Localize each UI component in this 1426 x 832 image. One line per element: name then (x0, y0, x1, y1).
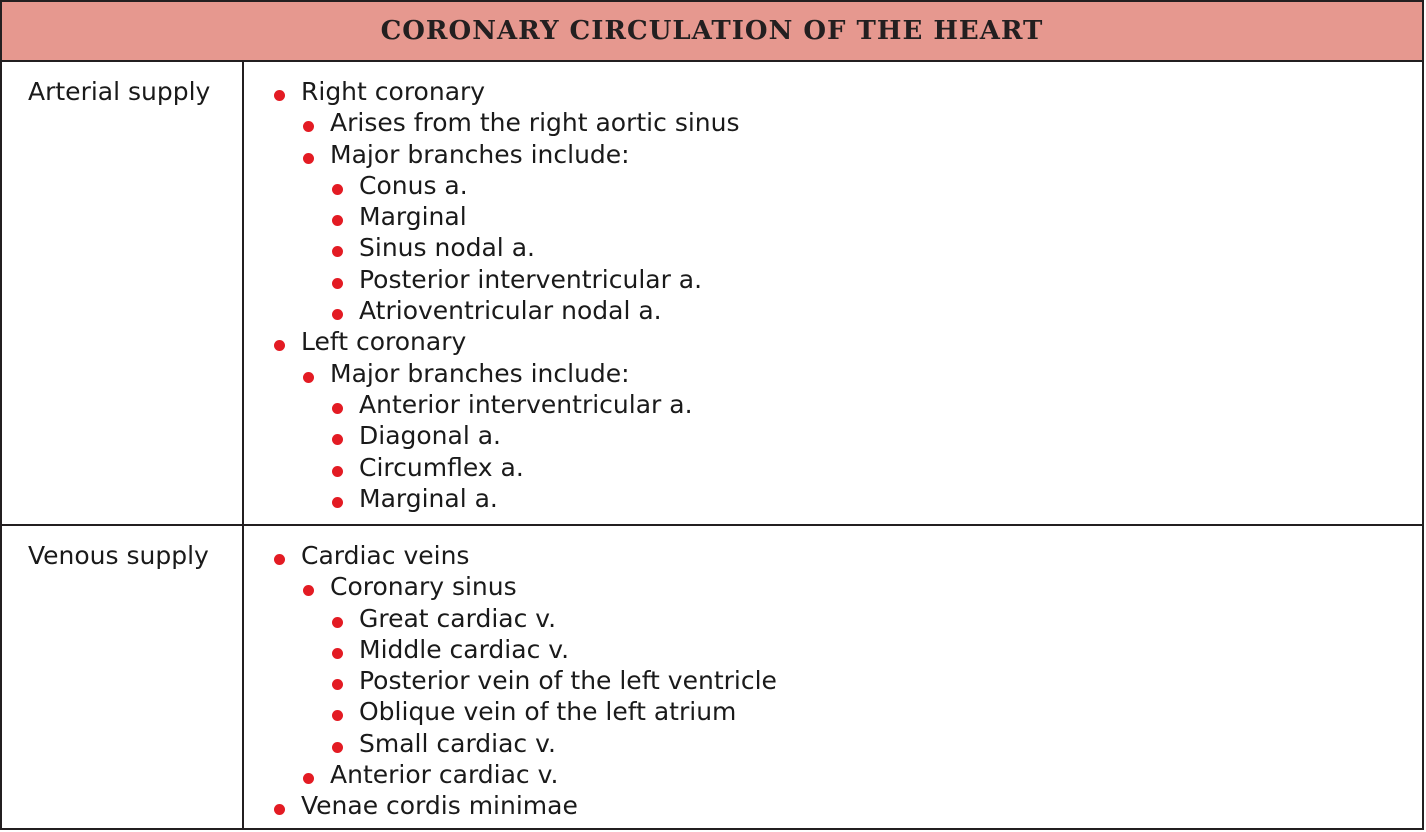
list-item-text: Sinus nodal a. (359, 233, 535, 263)
bullet-icon (332, 648, 343, 659)
list-item (299, 759, 777, 790)
list-item-text: Anterior interventricular a. (359, 389, 693, 419)
list-item-text: Marginal a. (359, 483, 498, 513)
bullet-icon (332, 309, 343, 320)
table-title: CORONARY CIRCULATION OF THE HEART (380, 16, 1044, 46)
list-item-text: Left coronary (301, 327, 467, 357)
bullet-icon (274, 804, 285, 815)
row-label-venous: Venous supply (28, 541, 209, 570)
list-item-text: Middle cardiac v. (359, 634, 570, 664)
table-header (2, 2, 1422, 62)
bullet-icon (332, 215, 343, 226)
bullet-icon (332, 497, 343, 508)
list-item-text: Diagonal a. (359, 421, 502, 451)
bullet-icon (332, 710, 343, 721)
bullet-icon (332, 617, 343, 628)
list-item-text: Conus a. (359, 170, 468, 200)
bullet-icon (332, 434, 343, 445)
list-item-text: Great cardiac v. (359, 603, 557, 633)
list-item-text: Circumflex a. (359, 452, 524, 482)
bullet-icon (274, 90, 285, 101)
list-item (328, 295, 740, 326)
bullet-icon (303, 585, 314, 596)
list-item (270, 326, 740, 357)
column-divider (242, 526, 244, 830)
list-item-text: Oblique vein of the left atrium (359, 697, 737, 727)
bullet-icon (332, 184, 343, 195)
list-item-text: Small cardiac v. (359, 728, 556, 758)
list-item (328, 634, 777, 665)
arterial-item-list (270, 76, 740, 514)
bullet-icon (332, 679, 343, 690)
list-item (328, 420, 740, 451)
list-item-text: Arises from the right aortic sinus (330, 108, 740, 138)
list-item (328, 170, 740, 201)
list-item-text: Anterior cardiac v. (330, 760, 559, 790)
list-item (270, 540, 777, 571)
list-item (299, 107, 740, 138)
bullet-icon (332, 742, 343, 753)
bullet-icon (303, 121, 314, 132)
list-item (270, 790, 777, 821)
list-item-text: Coronary sinus (330, 572, 517, 602)
bullet-icon (303, 773, 314, 784)
list-item (328, 665, 777, 696)
list-item (328, 603, 777, 634)
list-item (328, 452, 740, 483)
list-item-text: Venae cordis minimae (301, 791, 578, 821)
bullet-icon (332, 246, 343, 257)
list-item-text: Atrioventricular nodal a. (359, 296, 662, 326)
list-item (328, 696, 777, 727)
row-venous-supply (2, 526, 1422, 830)
list-item (328, 483, 740, 514)
bullet-icon (303, 372, 314, 383)
list-item (270, 76, 740, 107)
list-item (299, 571, 777, 602)
list-item (299, 358, 740, 389)
bullet-icon (332, 403, 343, 414)
list-item-text: Cardiac veins (301, 541, 470, 570)
row-arterial-supply (2, 62, 1422, 526)
bullet-icon (332, 278, 343, 289)
list-item (328, 232, 740, 263)
bullet-icon (303, 153, 314, 164)
column-divider (242, 62, 244, 524)
bullet-icon (332, 466, 343, 477)
list-item (328, 201, 740, 232)
list-item-text: Marginal (359, 202, 467, 232)
list-item-text: Posterior interventricular a. (359, 264, 703, 294)
list-item-text: Right coronary (301, 77, 486, 106)
bullet-icon (274, 554, 285, 565)
list-item-text: Major branches include: (330, 139, 630, 169)
venous-item-list (270, 540, 777, 822)
list-item-text: Major branches include: (330, 358, 630, 388)
list-item (328, 728, 777, 759)
list-item (299, 139, 740, 170)
list-item (328, 389, 740, 420)
list-item (328, 264, 740, 295)
list-item-text: Posterior vein of the left ventricle (359, 666, 777, 696)
bullet-icon (274, 340, 285, 351)
row-label-arterial: Arterial supply (28, 77, 211, 106)
